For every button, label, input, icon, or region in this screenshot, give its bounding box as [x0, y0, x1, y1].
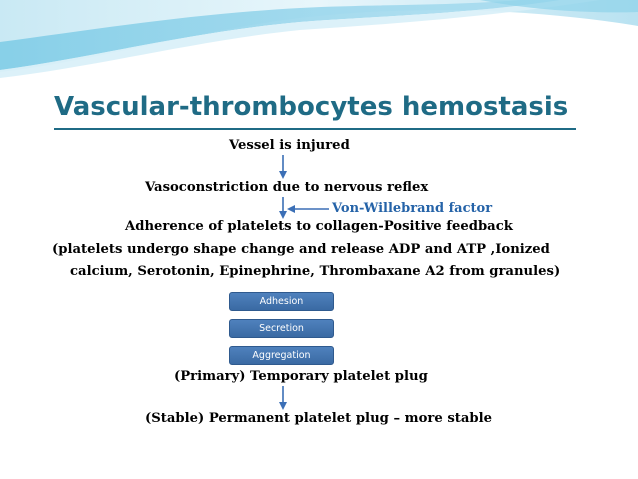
- step-vasoconstriction: Vasoconstriction due to nervous reflex: [145, 180, 429, 195]
- header-wave-decoration: [0, 0, 638, 90]
- step-adherence: Adherence of platelets to collagen-Positive feedback: [125, 219, 513, 234]
- stage-box-aggregation: Aggregation: [229, 346, 334, 365]
- slide-title: Vascular-thrombocytes hemostasis: [54, 92, 569, 122]
- step-release-line-1: (platelets undergo shape change and release ADP and ATP ,Ionized: [52, 242, 550, 257]
- step-release-line-2: calcium, Serotonin, Epinephrine, Thrombaxane A2 from granules): [70, 264, 561, 279]
- step-vessel-injured: Vessel is injured: [229, 138, 350, 153]
- stage-box-secretion: Secretion: [229, 319, 334, 338]
- step-primary-plug: (Primary) Temporary platelet plug: [174, 369, 428, 384]
- step-stable-plug: (Stable) Permanent platelet plug – more stable: [145, 411, 493, 426]
- title-underline: [54, 128, 576, 130]
- von-willebrand-factor-label: Von-Willebrand factor: [332, 201, 493, 216]
- stage-box-adhesion: Adhesion: [229, 292, 334, 311]
